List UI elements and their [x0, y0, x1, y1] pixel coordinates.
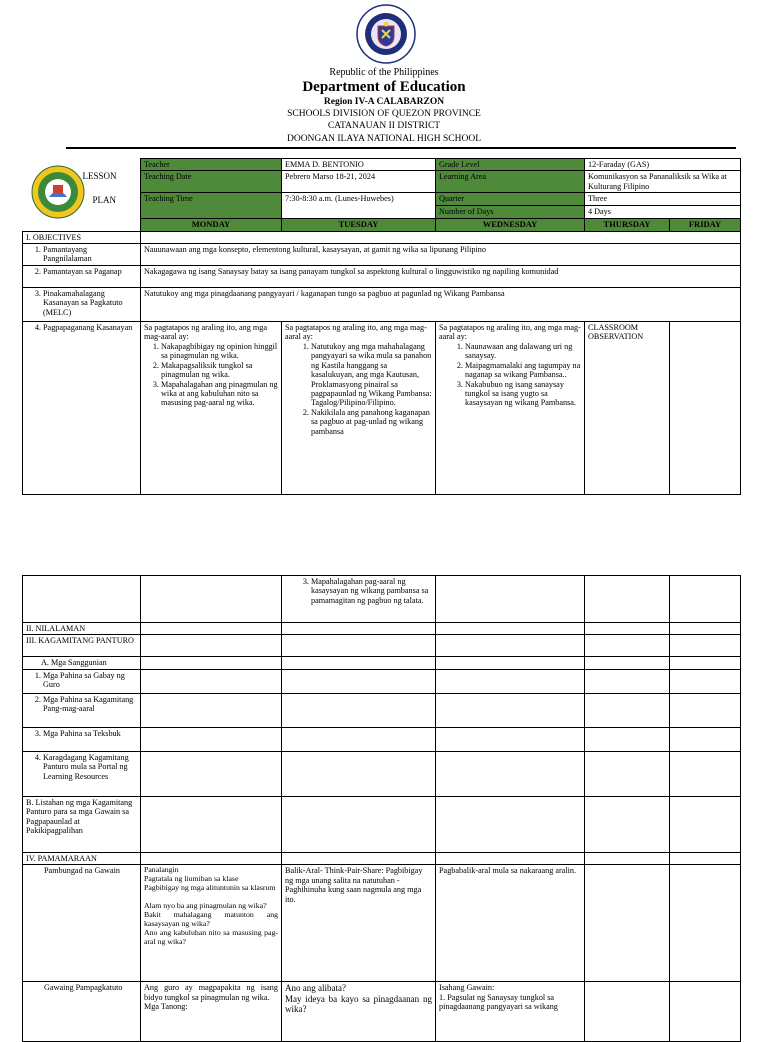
teaching-date-value: Pebrero Marso 18-21, 2024: [282, 171, 436, 193]
performance-standard-text: Nakagagawa ng isang Sanaysay batay sa isang panayam tungkol sa aspektong kultural o lingguwistiko ng napiling komunidad: [141, 266, 741, 288]
sanggunian-heading: A. Mga Sanggunian: [23, 657, 141, 669]
wednesday-opening-activity: Pagbabalik-aral mula sa nakaraang aralin.: [436, 865, 585, 982]
monday-objective-item: 3. Mapahalagahan ang pinagmulan ng wika at ang kabuluhan nito sa masusing pag-aaral ng wika.: [161, 380, 278, 408]
row-label-materials-list: B. Listahan ng mga Kagamitang Panturo para sa mga Gawain sa Pagpapaunlad at Pakikipagpalihan: [23, 796, 141, 852]
school-seal-icon: [31, 165, 85, 219]
teaching-date-label: Teaching Date: [141, 171, 282, 193]
day-header-thursday: THURSDAY: [585, 218, 670, 231]
teacher-value: EMMA D. BENTONIO: [282, 159, 436, 171]
objective-label-performance-standard: 2. Pamantayan sa Paganap: [43, 267, 137, 276]
lesson-label: LESSON: [82, 170, 117, 181]
row-label-additional-materials: 4. Karagdagang Kagamitang Panturo mula sa Portal ng Learning Resources: [43, 753, 137, 781]
wednesday-objective-item: 2. Maipagmamalaki ang tagumpay na naganap sa wikang Pambansa..: [465, 361, 581, 380]
monday-objectives: [141, 322, 282, 495]
days-value: 4 Days: [585, 206, 741, 218]
wednesday-objective-item: 3. Nakabubuo ng isang sanaysay tungkol sa isang yugto sa kasaysayan ng wikang Pambansa.: [465, 380, 581, 408]
row-label-teacher-guide: 1. Mga Pahina sa Gabay ng Guro: [43, 671, 137, 690]
nilalaman-heading: II. NILALAMAN: [23, 623, 141, 635]
republic-text: Republic of the Philippines: [329, 67, 439, 78]
region-text: Region IV-A CALABARZON: [323, 97, 445, 107]
teaching-time-label: Teaching Time: [141, 193, 282, 218]
learning-area-label: Learning Area: [436, 171, 585, 193]
melc-text: Natutukoy ang mga pinagdaanang pangyayari / kaganapan tungo sa pagbuo at pagunlad ng Wikang Pambansa: [141, 288, 741, 322]
objective-label-enabling-skills: 4. Pagpapaganang Kasanayan: [43, 323, 137, 332]
tuesday-opening-activity: Balik-Aral- Think-Pair-Share: Pagbibigay ng mga unang salita na natutuhan - Paghihinuha kung saan nagmula ang mga ito.: [282, 865, 436, 982]
row-label-learning-activity: Gawaing Pampagkatuto: [44, 983, 123, 993]
tuesday-intro: Sa pagtatapos ng araling ito, ang mga mag-aaral ay:: [285, 323, 427, 342]
grade-level-label: Grade Level: [436, 159, 585, 171]
row-label-textbook: 3. Mga Pahina sa Teksbuk: [43, 729, 137, 738]
learning-area-value: Komunikasyon sa Pananaliksik sa Wika at Kulturang Filipino: [585, 171, 741, 193]
kagamitan-heading: III. KAGAMITANG PANTURO: [23, 635, 141, 657]
monday-objective-item: 1. Nakapagbibigay ng opinion hinggil sa pinagmulan ng wika.: [161, 342, 278, 361]
wednesday-learning-activity: Isahang Gawain: 1. Pagsulat ng Sanaysay tungkol sa pinagdaanang pangyayari sa wikang: [436, 982, 585, 1042]
teacher-label: Teacher: [141, 159, 282, 171]
thursday-objectives: CLASSROOM OBSERVATION: [585, 322, 670, 495]
division-text: SCHOOLS DIVISION OF QUEZON PROVINCE: [287, 109, 481, 119]
school-logo-cell: [23, 159, 141, 232]
day-header-wednesday: WEDNESDAY: [436, 218, 585, 231]
monday-learning-activity: Ang guro ay magpapakita ng isang bidyo tungkol sa pinagmulan ng wika. Mga Tanong:: [141, 982, 282, 1042]
objective-label-melc: 3. Pinakamahalagang Kasanayan sa Pagkatuto (MELC): [43, 289, 137, 317]
day-header-friday: FRIDAY: [670, 218, 741, 231]
tuesday-objective-item: 3. Mapahalagahan pag-aaral ng kasaysayan ng wikang pambansa sa pamamagitan ng pagbuo ng talata.: [311, 577, 432, 605]
day-header-tuesday: TUESDAY: [282, 218, 436, 231]
lesson-plan-table-page2: [22, 575, 741, 1042]
content-standard-text: Nauunawaan ang mga konsepto, elementong kultural, kasaysayan, at gamit ng wika sa lipunang Pilipino: [141, 244, 741, 266]
quarter-value: Three: [585, 193, 741, 206]
teaching-time-value: 7:30-8:30 a.m. (Lunes-Huwebes): [282, 193, 436, 218]
tuesday-objective-item: 1. Natutukoy ang mga mahahalagang pangyayari sa wika mula sa panahon ng Kastila hanggang sa kasalukuyan, ang mga Kautusan, Proklamasyong pinairal sa pagpapaunlad ng Wikang Pambansa: Tagalog/Pilipino/Filipino.: [311, 342, 432, 408]
department-title: Department of Education: [302, 79, 466, 95]
wednesday-objectives: [436, 322, 585, 495]
wednesday-objective-item: 1. Naunawaan ang dalawang uri ng sanaysay.: [465, 342, 581, 361]
header-divider: [66, 147, 736, 149]
row-label-learner-materials: 2. Mga Pahina sa Kagamitang Pang-mag-aaral: [43, 695, 137, 714]
days-label: Number of Days: [436, 206, 585, 218]
lesson-plan-table-page1: [22, 158, 741, 495]
row-label-opening-activity: Pambungad na Gawain: [44, 866, 120, 876]
plan-label: PLAN: [92, 194, 117, 205]
friday-objectives: [670, 322, 741, 495]
monday-opening-activity: Panalangin Pagtatala ng liumiban sa klase Pagbibigay ng mga alituntunin sa klasrum Alam nyo ba ang pinagmulan ng wika? Bakit mahalagang matunton ang kasaysayan ng wika? Ano ang kabuluhan nito sa masusing pag-aral ng wika?: [141, 865, 282, 982]
quarter-label: Quarter: [436, 193, 585, 206]
deped-seal-logo: [356, 4, 416, 64]
tuesday-objectives: [282, 322, 436, 495]
school-name: DOONGAN ILAYA NATIONAL HIGH SCHOOL: [286, 134, 482, 144]
wednesday-intro: Sa pagtatapos ng araling ito, ang mga mag-aaral ay:: [439, 323, 581, 342]
day-header-monday: MONDAY: [141, 218, 282, 231]
monday-objective-item: 2. Makapagsaliksik tungkol sa pinagmulan ng wika.: [161, 361, 278, 380]
objectives-heading: I. OBJECTIVES: [23, 231, 141, 243]
grade-level-value: 12-Faraday (GAS): [585, 159, 741, 171]
district-text: CATANAUAN II DISTRICT: [327, 121, 441, 131]
tuesday-objective-item: 2. Nakikilala ang panahong kaganapan sa pagbuo at pag-unlad ng wikang pambansa: [311, 408, 432, 436]
monday-intro: Sa pagtatapos ng araling ito, ang mga mag-aaral ay:: [144, 323, 268, 342]
tuesday-objectives-cont: [282, 576, 436, 623]
objective-label-content-standard: 1. Pamantayang Pangnilalaman: [43, 245, 137, 264]
pamamaraan-heading: IV. PAMAMARAAN: [23, 852, 141, 864]
tuesday-learning-activity: Ano ang alibata? May ideya ba kayo sa pinagdaanan ng wika?: [282, 982, 436, 1042]
